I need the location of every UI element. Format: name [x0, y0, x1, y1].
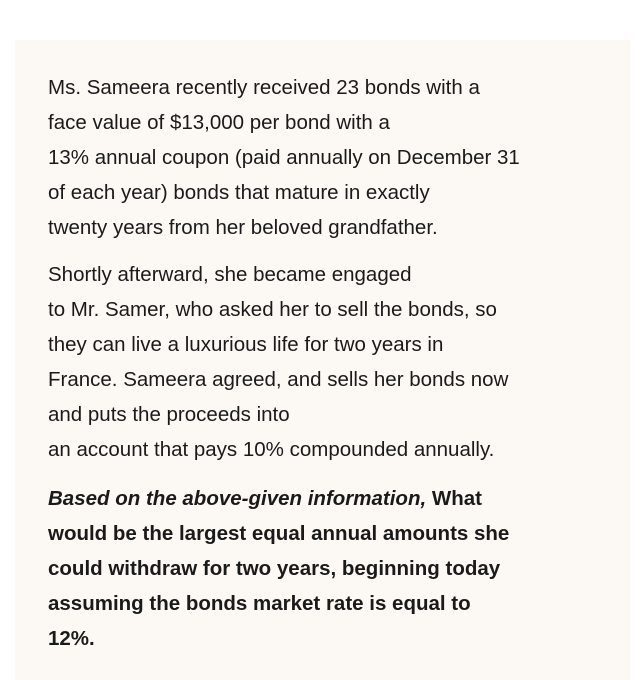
text-line: would be the largest equal annual amounts she — [48, 522, 510, 545]
text-line: of each year) bonds that mature in exactly — [48, 181, 430, 204]
paragraph-question — [48, 481, 509, 656]
text-line: 13% annual coupon (paid annually on December 31 — [48, 146, 520, 169]
text-line: twenty years from her beloved grandfather. — [48, 216, 438, 239]
text-line: Shortly afterward, she became engaged — [48, 263, 412, 286]
text-line: they can live a luxurious life for two years in — [48, 333, 444, 356]
question-card — [15, 40, 630, 680]
text-line: could withdraw for two years, beginning today — [48, 557, 501, 580]
text-line: to Mr. Samer, who asked her to sell the bonds, so — [48, 298, 497, 321]
text-line: France. Sameera agreed, and sells her bonds now — [48, 368, 509, 391]
text-line: an account that pays 10% compounded annually. — [48, 438, 495, 461]
text-line: 12%. — [48, 627, 95, 650]
paragraph-story — [48, 257, 508, 467]
paragraph-bond-details — [48, 70, 520, 245]
text-line: face value of $13,000 per bond with a — [48, 111, 390, 134]
text-line: assuming the bonds market rate is equal to — [48, 592, 471, 615]
question-lead: Based on the above-given information, — [48, 487, 427, 510]
text-line: Ms. Sameera recently received 23 bonds with a — [48, 76, 480, 99]
text-line — [48, 481, 509, 516]
text-line: and puts the proceeds into — [48, 403, 290, 426]
question-lead-rest: What — [426, 487, 482, 510]
